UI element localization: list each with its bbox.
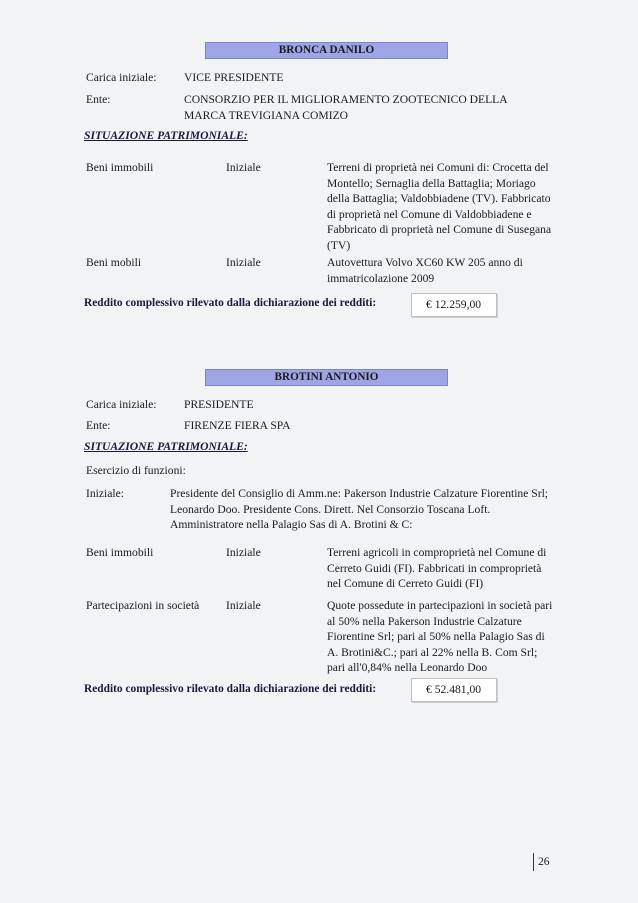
person1-name: BRONCA DANILO: [278, 44, 375, 56]
person2-name: BROTINI ANTONIO: [274, 371, 379, 383]
person1-income-value: € 12.259,00: [411, 293, 497, 317]
person1-carica-label: Carica iniziale:: [86, 71, 157, 84]
person1-ente-value: CONSORZIO PER IL MIGLIORAMENTO ZOOTECNICO DELLA MARCA TREVIGIANA COMIZO: [184, 93, 508, 122]
person1-carica-value: VICE PRESIDENTE: [184, 71, 284, 84]
person1-name-bar: [205, 42, 448, 59]
person1-section-title: SITUAZIONE PATRIMONIALE:: [84, 129, 248, 142]
person2-asset-description: Quote possedute in partecipazioni in società pari al 50% nella Pakerson Industrie Calzature Fiorentine Srl; pari al 50% nella Palagio Sas di A. Brotini&C.; pari al 22% nella B. Com Srl; pari all'0,84% nella Leonardo Doo: [327, 599, 553, 674]
person2-asset-status: Iniziale: [226, 599, 261, 612]
person2-functions-heading: Esercizio di funzioni:: [86, 464, 186, 477]
person2-asset-status: Iniziale: [226, 546, 261, 559]
person2-carica-label: Carica iniziale:: [86, 398, 157, 411]
page-number: 26: [533, 853, 550, 871]
person1-ente-label: Ente:: [86, 93, 111, 106]
person1-asset-type: Beni immobili: [86, 161, 154, 174]
person1-asset-status: Iniziale: [226, 256, 261, 269]
person1-asset-description: Terreni di proprietà nei Comuni di: Crocetta del Montello; Sernaglia della Battaglia; Moriago della Battaglia; Valdobbiadene (TV). Fabbricato di proprietà nel Comune di Valdobbiadene e Fabbricato di proprietà nel Comune di Susegana (TV): [327, 161, 552, 252]
person1-asset-description: Autovettura Volvo XC60 KW 205 anno di immatricolazione 2009: [327, 256, 523, 285]
person2-ente-value: FIRENZE FIERA SPA: [184, 419, 291, 432]
person2-asset-type: Beni immobili: [86, 546, 154, 559]
person2-ente-label: Ente:: [86, 419, 111, 432]
person2-section-title: SITUAZIONE PATRIMONIALE:: [84, 440, 248, 453]
person2-income-value: € 52.481,00: [411, 678, 497, 702]
person2-carica-value: PRESIDENTE: [184, 398, 254, 411]
person1-income-label: Reddito complessivo rilevato dalla dichiarazione dei redditi:: [84, 297, 377, 309]
person2-functions-label: Iniziale:: [86, 487, 124, 500]
person1-asset-type: Beni mobili: [86, 256, 142, 269]
person2-income-label: Reddito complessivo rilevato dalla dichiarazione dei redditi:: [84, 683, 377, 695]
person2-asset-type: Partecipazioni in società: [86, 599, 200, 612]
person2-name-bar: [205, 369, 448, 386]
person2-functions-text: Presidente del Consiglio di Amm.ne: Pakerson Industrie Calzature Fiorentine Srl; Leonardo Doo. Presidente Cons. Dirett. Nel Consorzio Toscana Loft. Amministratore nella Palagio Sas di A. Brotini & C:: [170, 487, 549, 531]
person1-asset-status: Iniziale: [226, 161, 261, 174]
person2-asset-description: Terreni agricoli in comproprietà nel Comune di Cerreto Guidi (FI). Fabbricati in comproprietà nel Comune di Cerreto Guidi (FI): [327, 546, 547, 590]
